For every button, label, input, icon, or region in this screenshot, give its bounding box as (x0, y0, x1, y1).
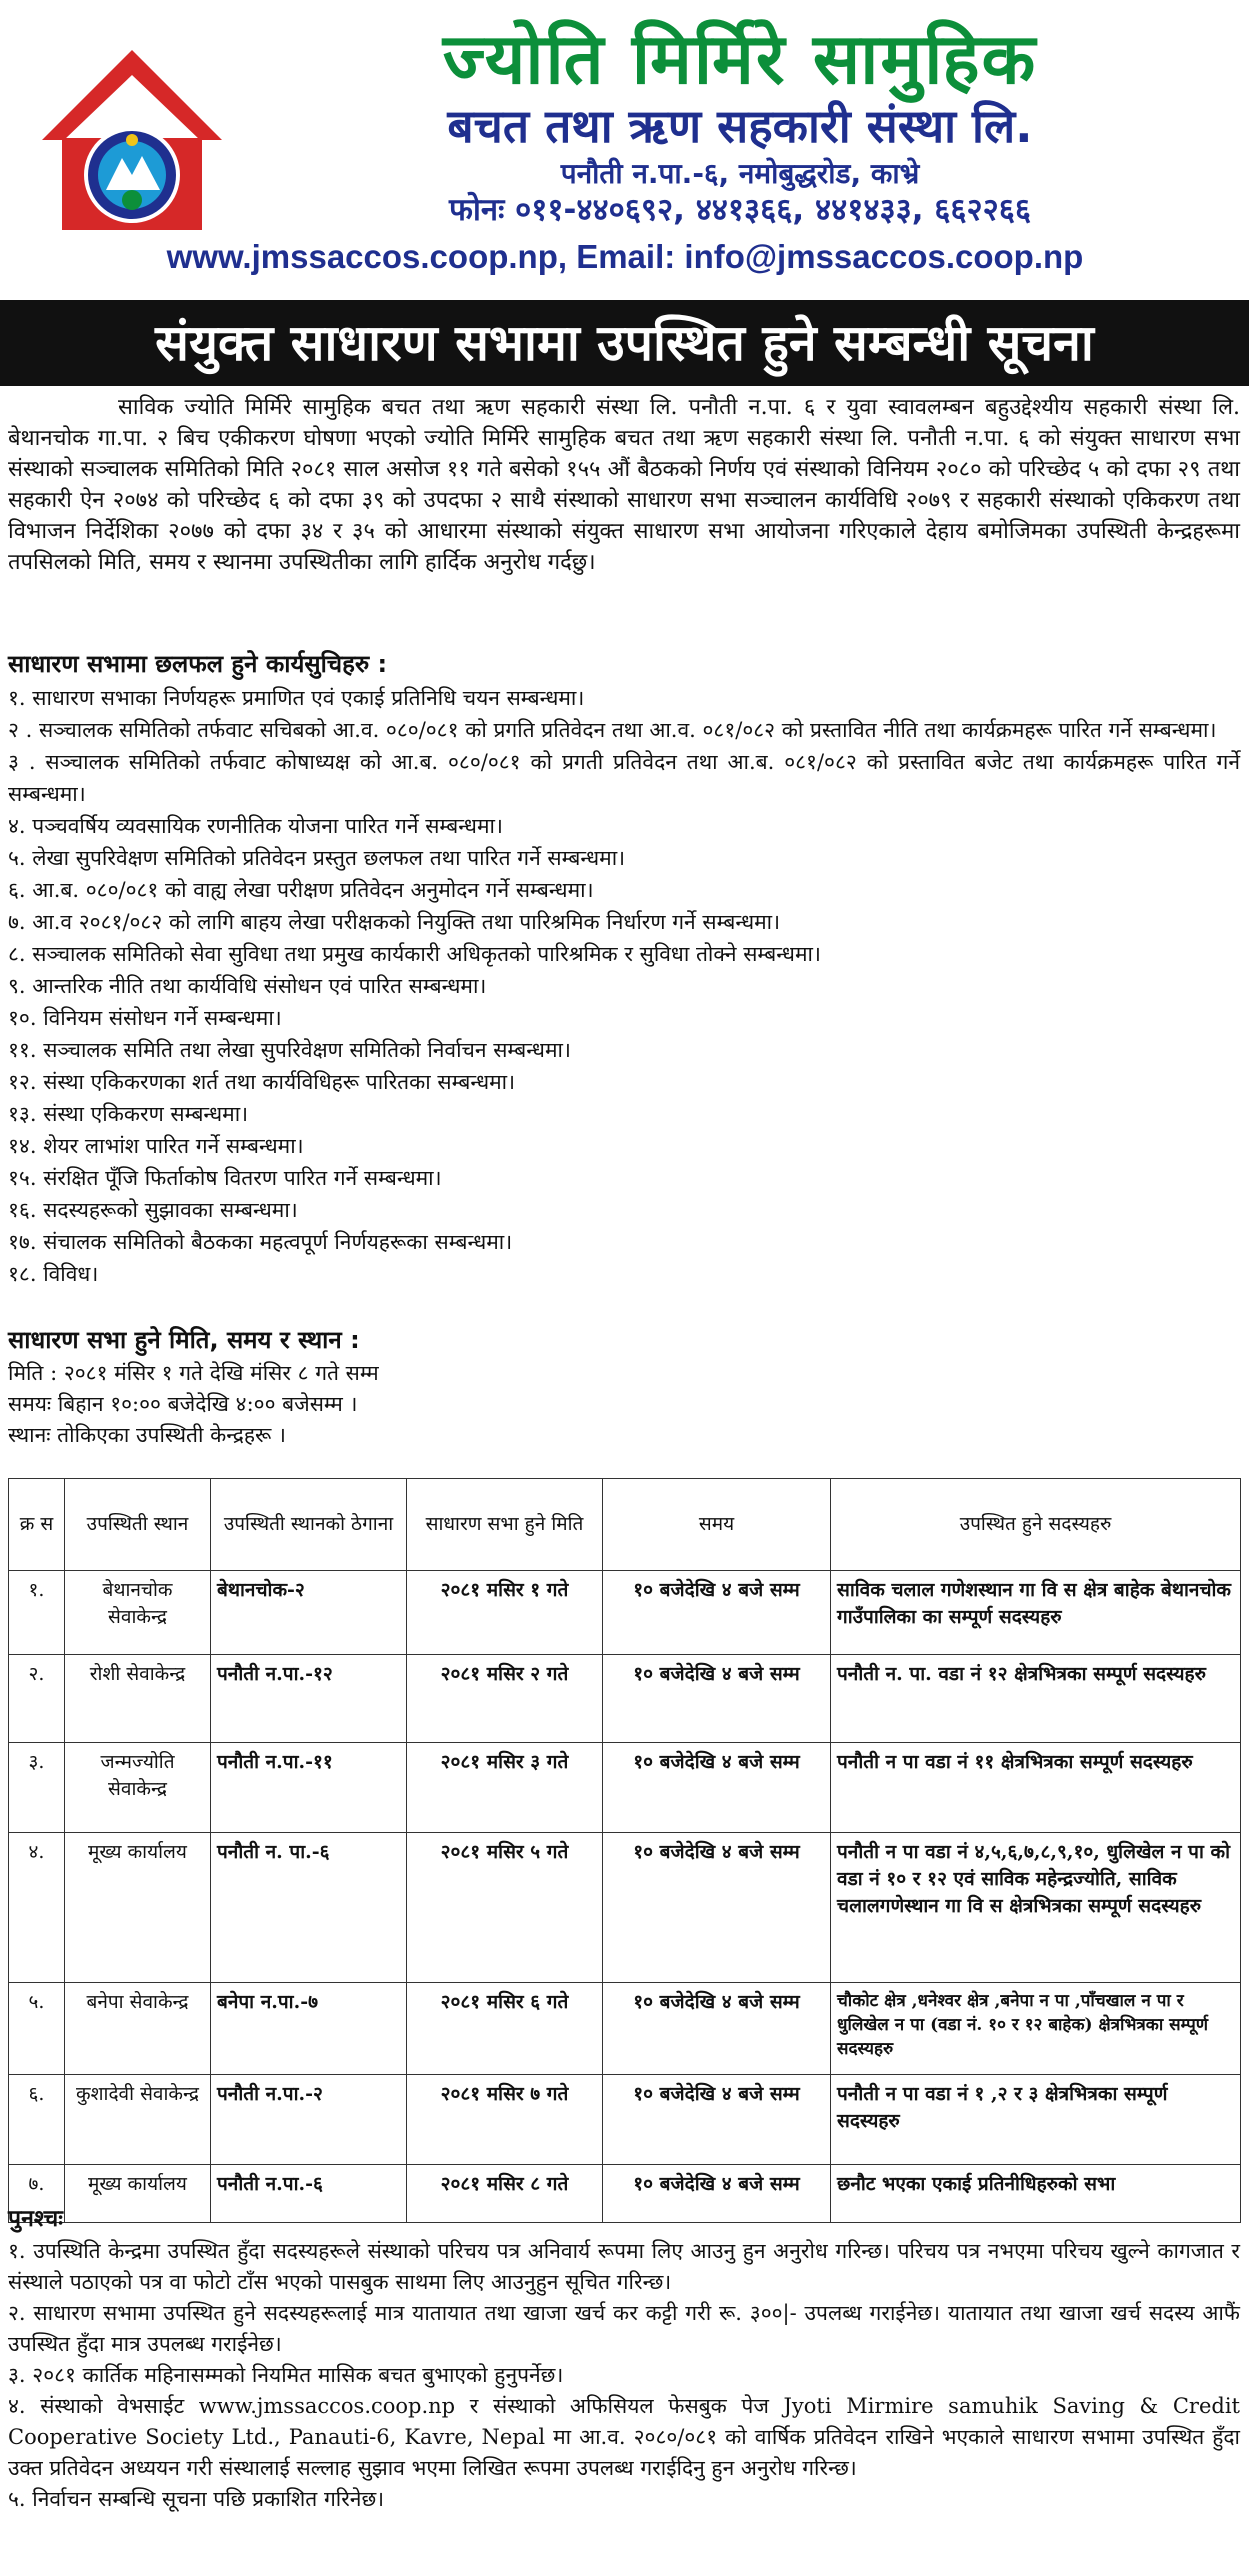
table-cell: २०८१ मसिर १ गते (407, 1571, 603, 1655)
table-cell: २०८१ मसिर ६ गते (407, 1983, 603, 2075)
table-row (9, 2165, 1241, 2223)
postscript-item: ३. २०८१ कार्तिक महिनासम्मको नियमित मासिक बचत बुभाएको हुनुपर्नेछ। (8, 2363, 564, 2387)
org-name-line1: ज्योति मिर्मिरे सामुहिक (442, 18, 1038, 100)
table-cell: बेथानचोक-२ (211, 1571, 407, 1655)
agenda-item: ५. लेखा सुपरिवेक्षण समितिको प्रतिवेदन प्रस्तुत छलफल तथा पारित गर्ने सम्बन्धमा। (8, 846, 626, 870)
column-header: उपस्थिती स्थान (65, 1479, 211, 1571)
org-address: पनौती न.पा.-६, नमोबुद्धरोड, काभ्रे (560, 157, 920, 190)
postscript-item: ४. संस्थाको वेभसाईट www.jmssaccos.coop.np र संस्थाको अफिसियल फेसबुक पेज Jyoti Mirmire samuhik Saving & Credit Cooperative Society Ltd., Panauti-6, Kavre, Nepal मा आ.व. २०८०/०८१ को वार्षिक प्रतिवेदन राखिने भएकाले साधारण सभामा उपस्थित हुँदा उक्त प्रतिवेदन अध्ययन गरी संस्थालाई सल्लाह सुझाव भएमा लिखित रूपमा उपलब्ध गराईदिनु हुन अनुरोध गरिन्छ। (8, 2394, 1240, 2480)
table-cell: रोशी सेवाकेन्द्र (65, 1655, 211, 1743)
table-cell: ३. (9, 1743, 65, 1833)
meeting-heading: साधारण सभा हुने मिति, समय र स्थान : (8, 1326, 360, 1354)
agenda-item: १३. संस्था एकिकरण सम्बन्धमा। (8, 1102, 249, 1126)
agenda-list (8, 682, 1240, 1290)
table-cell: छनौट भएका एकाई प्रतिनीधिहरुको सभा (831, 2165, 1241, 2223)
table-cell: पनौती न.पा.-११ (211, 1743, 407, 1833)
table-cell: १० बजेदेखि ४ बजे सम्म (603, 2075, 831, 2165)
table-cell: बनेपा न.पा.-७ (211, 1983, 407, 2075)
agenda-heading: साधारण सभामा छलफल हुने कार्यसुचिहरु : (8, 650, 388, 678)
agenda-item: १४. शेयर लाभांश पारित गर्ने सम्बन्धमा। (8, 1134, 304, 1158)
table-cell: साविक चलाल गणेशस्थान गा वि स क्षेत्र बाहेक बेथानचोक गाउँपालिका का सम्पूर्ण सदस्यहरु (831, 1571, 1241, 1655)
table-row (9, 2075, 1241, 2165)
meeting-date: मिति : २०८१ मंसिर १ गते देखि मंसिर ८ गते सम्म (8, 1361, 379, 1385)
agenda-item: १५. संरक्षित पूँजि फिर्ताकोष वितरण पारित गर्ने सम्बन्धमा। (8, 1166, 442, 1190)
table-cell: १० बजेदेखि ४ बजे सम्म (603, 1833, 831, 1983)
table-cell: पनौती न.पा.-६ (211, 2165, 407, 2223)
table-cell: पनौती न पा वडा नं ४,५,६,७,८,९,१०, धुलिखेल न पा को वडा नं १० र १२ एवं साविक महेन्द्रज्योति, साविक चलालगणेस्थान गा वि स क्षेत्रभित्रका सम्पूर्ण सदस्यहरु (831, 1833, 1241, 1983)
table-cell: चौकोट क्षेत्र ,धनेश्वर क्षेत्र ,बनेपा न पा ,पाँचखाल न पा र धुलिखेल न पा (वडा नं. १० र १२ बाहेक) क्षेत्रभित्रका सम्पूर्ण सदस्यहरु (831, 1983, 1241, 2075)
meeting-time: समयः बिहान १०:०० बजेदेखि ४:०० बजेसम्म । (8, 1392, 358, 1416)
agenda-item: ७. आ.व २०८१/०८२ को लागि बाहय लेखा परीक्षकको नियुक्ति तथा पारिश्रमिक निर्धारण गर्ने सम्बन्धमा। (8, 910, 781, 934)
table-cell: २०८१ मसिर ५ गते (407, 1833, 603, 1983)
table-cell: २०८१ मसिर २ गते (407, 1655, 603, 1743)
table-cell: २. (9, 1655, 65, 1743)
postscript-heading: पुनश्चः (8, 2206, 63, 2232)
table-cell: जन्मज्योति सेवाकेन्द्र (65, 1743, 211, 1833)
table-cell: मूख्य कार्यालय (65, 2165, 211, 2223)
agenda-item: १७. संचालक समितिको बैठकका महत्वपूर्ण निर्णयहरूका सम्बन्धमा। (8, 1230, 513, 1254)
table-row (9, 1983, 1241, 2075)
agenda-item: १२. संस्था एकिकरणका शर्त तथा कार्यविधिहरू पारितका सम्बन्धमा। (8, 1070, 516, 1094)
schedule-table (8, 1478, 1241, 2223)
table-cell: २०८१ मसिर ३ गते (407, 1743, 603, 1833)
agenda-item: ८. सञ्चालक समितिको सेवा सुविधा तथा प्रमुख कार्यकारी अधिकृतको पारिश्रमिक र सुविधा तोक्ने सम्बन्धमा। (8, 942, 821, 966)
agenda-item: २ . सञ्चालक समितिको तर्फवाट सचिबको आ.व. ०८०/०८१ को प्रगति प्रतिवेदन तथा आ.व. ०८१/०८२ को प्रस्तावित नीति तथा कार्यक्रमहरू पारित गर्ने सम्बन्धमा। (8, 718, 1217, 742)
table-cell: पनौती न. पा.-६ (211, 1833, 407, 1983)
intro-paragraph: साविक ज्योति मिर्मिरे सामुहिक बचत तथा ऋण सहकारी संस्था लि. पनौती न.पा. ६ र युवा स्वावलम्बन बहुउद्देश्यीय सहकारी संस्था लि. बेथानचोक गा.पा. २ बिच एकीकरण घोषणा भएको ज्योति मिर्मिरे सामुहिक बचत तथा ऋण सहकारी संस्था लि. पनौती न.पा. ६ को संयुक्त साधारण सभा संस्थाको सञ्चालक समितिको मिति २०८१ साल असोज ११ गते बसेको १५५ औं बैठकको निर्णय एवं संस्थाको विनियम २०८० को परिच्छेद ५ को दफा २९ तथा सहकारी ऐन २०७४ को परिच्छेद ६ को दफा ३९ को उपदफा २ साथै संस्थाको साधारण सभा सञ्चालन कार्यविधि २०७९ र सहकारी संस्थाको एकिकरण तथा विभाजन निर्देशिका २०७७ को दफा ३४ र ३५ को आधारमा संस्थाको संयुक्त साधारण सभा आयोजना गरिएकाले देहाय बमोजिमका उपस्थिती केन्द्रहरूमा तपसिलको मिति, समय र स्थानमा उपस्थितीका लागि हार्दिक अनुरोध गर्दछु। (8, 395, 1241, 575)
agenda-item: ६. आ.ब. ०८०/०८१ को वाह्य लेखा परीक्षण प्रतिवेदन अनुमोदन गर्ने सम्बन्धमा। (8, 878, 594, 902)
meeting-place: स्थानः तोकिएका उपस्थिती केन्द्रहरू । (8, 1423, 287, 1447)
table-cell: ५. (9, 1983, 65, 2075)
table-cell: १. (9, 1571, 65, 1655)
org-name-line2: बचत तथा ऋण सहकारी संस्था लि. (447, 99, 1033, 153)
table-cell: पनौती न.पा.-१२ (211, 1655, 407, 1743)
table-row (9, 1571, 1241, 1655)
table-cell: मूख्य कार्यालय (65, 1833, 211, 1983)
table-cell: १० बजेदेखि ४ बजे सम्म (603, 1655, 831, 1743)
notice-body (0, 386, 1249, 2560)
postscript-list (8, 2236, 1240, 2515)
column-header: क्र स (9, 1479, 65, 1571)
letterhead (0, 0, 1249, 300)
table-cell: पनौती न पा वडा नं ११ क्षेत्रभित्रका सम्पूर्ण सदस्यहरु (831, 1743, 1241, 1833)
postscript-item: ५. निर्वाचन सम्बन्धि सूचना पछि प्रकाशित गरिनेछ। (8, 2487, 385, 2511)
agenda-item: १. साधारण सभाका निर्णयहरू प्रमाणित एवं एकाई प्रतिनिधि चयन सम्बन्धमा। (8, 686, 585, 710)
agenda-item: ९. आन्तरिक नीति तथा कार्यविधि संसोधन एवं पारित सम्बन्धमा। (8, 974, 487, 998)
table-row (9, 1833, 1241, 1983)
table-cell: पनौती न पा वडा नं १ ,२ र ३ क्षेत्रभित्रका सम्पूर्ण सदस्यहरु (831, 2075, 1241, 2165)
table-cell: २०८१ मसिर ७ गते (407, 2075, 603, 2165)
column-header: उपस्थिती स्थानको ठेगाना (211, 1479, 407, 1571)
table-cell: ४. (9, 1833, 65, 1983)
agenda-item: ३ . सञ्चालक समितिको तर्फवाट कोषाध्यक्ष को आ.ब. ०८०/०८१ को प्रगती प्रतिवेदन तथा आ.ब. ०८१/०८२ को प्रस्तावित बजेट तथा कार्यक्रमहरू पारित गर्ने सम्बन्धमा। (8, 750, 1240, 806)
agenda-item: १८. विविध। (8, 1262, 99, 1286)
org-phone: फोनः ०११-४४०६९२, ४४१३६६, ४४१४३३, ६६२२६६ (448, 192, 1031, 228)
postscript-item: १. उपस्थिति केन्द्रमा उपस्थित हुँदा सदस्यहरूले संस्थाको परिचय पत्र अनिवार्य रूपमा लिए आउनु हुन अनुरोध गरिन्छ। परिचय पत्र नभएमा परिचय खुल्ने कागजात र संस्थाले पठाएको पत्र वा फोटो टाँस भएको पासबुक साथमा लिए आउनुहुन सूचित गरिन्छ। (8, 2239, 1240, 2294)
org-web-email: www.jmssaccos.coop.np, Email: info@jmssaccos.coop.np (166, 238, 1084, 275)
agenda-item: १०. विनियम संसोधन गर्ने सम्बन्धमा। (8, 1006, 282, 1030)
notice-title: संयुक्त साधारण सभामा उपस्थित हुने सम्बन्धी सूचना (0, 300, 1249, 386)
agenda-item: १६. सदस्यहरूको सुझावका सम्बन्धमा। (8, 1198, 298, 1222)
agenda-item: ४. पञ्चवर्षिय व्यवसायिक रणनीतिक योजना पारित गर्ने सम्बन्धमा। (8, 814, 503, 838)
table-header-row (9, 1479, 1241, 1571)
meeting-details (8, 1358, 379, 1451)
table-cell: ६. (9, 2075, 65, 2165)
table-row (9, 1655, 1241, 1743)
table-cell: पनौती न. पा. वडा नं १२ क्षेत्रभित्रका सम्पूर्ण सदस्यहरु (831, 1655, 1241, 1743)
table-cell: ७. (9, 2165, 65, 2223)
table-cell: बनेपा सेवाकेन्द्र (65, 1983, 211, 2075)
column-header: उपस्थित हुने सदस्यहरु (831, 1479, 1241, 1571)
table-cell: १० बजेदेखि ४ बजे सम्म (603, 1571, 831, 1655)
table-cell: १० बजेदेखि ४ बजे सम्म (603, 1983, 831, 2075)
table-cell: बेथानचोक सेवाकेन्द्र (65, 1571, 211, 1655)
table-cell: १० बजेदेखि ४ बजे सम्म (603, 2165, 831, 2223)
postscript-item: २. साधारण सभामा उपस्थित हुने सदस्यहरूलाई मात्र यातायात तथा खाजा खर्च कर कट्टी गरी रू. ३००|- उपलब्ध गराईनेछ। यातायात तथा खाजा खर्च सदस्य आफैं उपस्थित हुँदा मात्र उपलब्ध गराईनेछ। (8, 2301, 1240, 2356)
table-row (9, 1743, 1241, 1833)
column-header: समय (603, 1479, 831, 1571)
house-with-emblem-logo (22, 30, 232, 240)
table-cell: पनौती न.पा.-२ (211, 2075, 407, 2165)
column-header: साधारण सभा हुने मिति (407, 1479, 603, 1571)
agenda-item: ११. सञ्चालक समिति तथा लेखा सुपरिवेक्षण समितिको निर्वाचन सम्बन्धमा। (8, 1038, 571, 1062)
table-cell: १० बजेदेखि ४ बजे सम्म (603, 1743, 831, 1833)
table-cell: कुशादेवी सेवाकेन्द्र (65, 2075, 211, 2165)
table-cell: २०८१ मसिर ८ गते (407, 2165, 603, 2223)
